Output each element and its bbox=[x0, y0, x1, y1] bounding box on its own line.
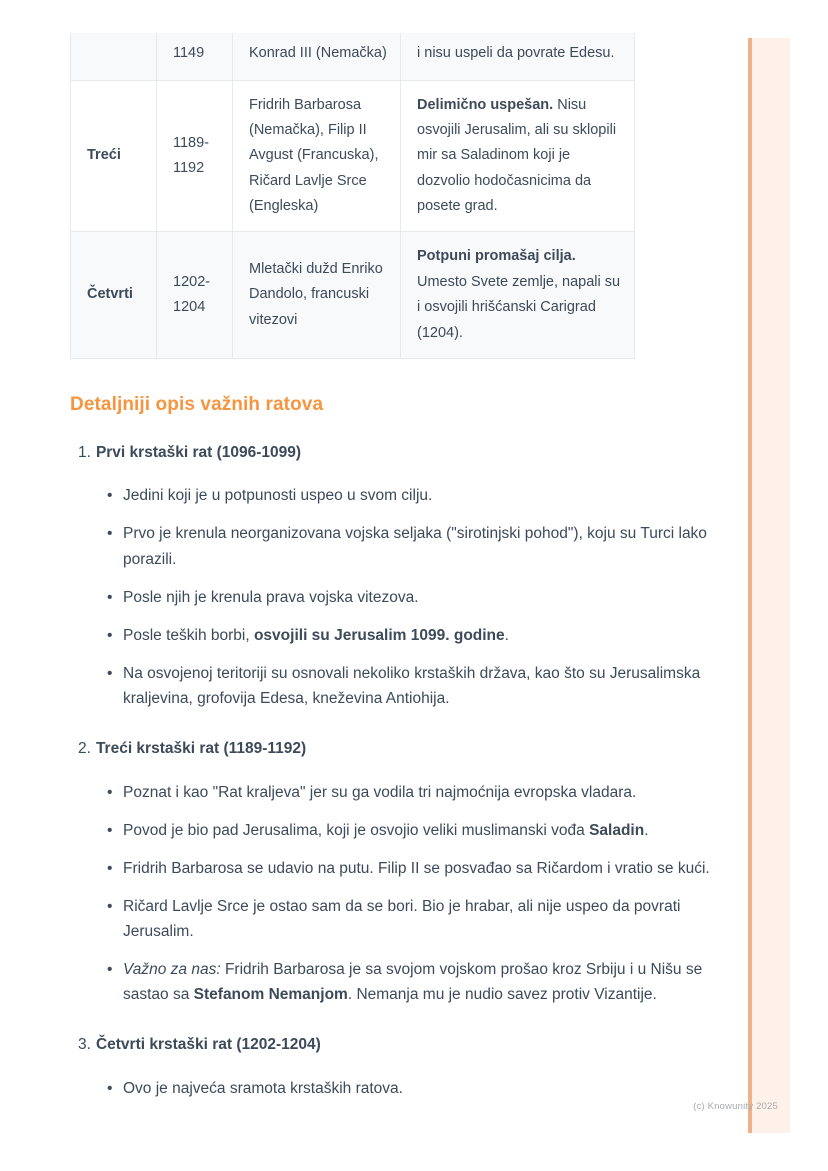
bullet-text-segment: Jedini koji je u potpunosti uspeo u svom cilju. bbox=[123, 487, 433, 505]
cell-crusade-name: Četvrti bbox=[71, 232, 157, 359]
war-bullet-list bbox=[106, 1076, 734, 1101]
bullet-text-segment: osvojili su Jerusalim 1099. godine bbox=[253, 626, 505, 644]
section-heading: Detaljniji opis važnih ratova bbox=[70, 393, 324, 415]
bullet-text-segment: Povod je bio pad Jerusalima, koji je osvojio veliki muslimanski vođa bbox=[123, 821, 590, 839]
cell-crusade-name: Treći bbox=[71, 80, 157, 232]
bullet-text-segment: Posle teških borbi, bbox=[123, 626, 254, 644]
war-bullet bbox=[106, 818, 734, 843]
war-bullet bbox=[106, 1076, 734, 1101]
bullet-text-segment: Prvo je krenula neorganizovana vojska seljaka ("sirotinjski pohod"), koju su Turci lako porazili. bbox=[123, 525, 707, 568]
cell-leaders: Fridrih Barbarosa (Nemačka), Filip II Avgust (Francuska), Ričard Lavlje Srce (Engleska) bbox=[233, 80, 401, 232]
war-item-number: 1. bbox=[78, 443, 91, 461]
war-bullet bbox=[106, 521, 734, 571]
bullet-text-segment: Važno za nas: bbox=[123, 961, 221, 979]
war-bullet bbox=[106, 623, 734, 648]
cell-leaders: Mletački dužd Enriko Dandolo, francuski vitezovi bbox=[233, 232, 401, 359]
war-item-title bbox=[78, 1034, 746, 1056]
war-bullet-list bbox=[106, 780, 734, 1008]
bullet-text-segment: Saladin bbox=[589, 821, 645, 839]
bullet-text-segment: Stefanom Nemanjom bbox=[193, 986, 348, 1004]
bullet-text-segment: . bbox=[644, 821, 649, 839]
table-row bbox=[71, 232, 635, 359]
war-bullet bbox=[106, 894, 734, 944]
war-item bbox=[78, 1034, 746, 1101]
war-bullet bbox=[106, 483, 734, 508]
bullet-text-segment: Na osvojenoj teritoriji su osnovali nekoliko krstaških država, kao što su Jerusalimska kraljevina, grofovija Edesa, kneževina Antiohija. bbox=[123, 664, 701, 707]
war-item-title bbox=[78, 442, 746, 464]
bullet-text-segment: Ričard Lavlje Srce je ostao sam da se bori. Bio je hrabar, ali nije uspeo da povrati Jerusalim. bbox=[123, 897, 681, 941]
watermark: (c) Knowunity 2025 bbox=[693, 1101, 778, 1112]
war-bullet bbox=[106, 585, 734, 610]
war-item-number: 2. bbox=[78, 740, 91, 758]
cell-years: 1202-1204 bbox=[157, 232, 233, 359]
right-accent-stripe bbox=[748, 38, 790, 1133]
bullet-text-segment: Fridrih Barbarosa je sa svojom vojskom prošao kroz Srbiju i u Nišu se sastao sa bbox=[123, 961, 703, 1004]
cell-years: 1189-1192 bbox=[157, 80, 233, 232]
cell-leaders: Konrad III (Nemačka) bbox=[233, 33, 401, 80]
table-row bbox=[71, 80, 635, 232]
bullet-text-segment: . Nemanja mu je nudio savez protiv Vizantije. bbox=[347, 986, 657, 1004]
cell-outcome: Potpuni promašaj cilja. Umesto Svete zemlje, napali su i osvojili hrišćanski Carigrad (1204). bbox=[401, 232, 635, 359]
bullet-text-segment: Ovo je najveća sramota krstaških ratova. bbox=[123, 1079, 403, 1097]
war-bullet bbox=[106, 957, 734, 1007]
wars-list bbox=[70, 442, 746, 1101]
bullet-text-segment: Poznat i kao "Rat kraljeva" jer su ga vodila tri najmoćnija evropska vladara. bbox=[123, 783, 637, 801]
bullet-text-segment: Fridrih Barbarosa se udavio na putu. Filip II se posvađao sa Ričardom i vratio se kući. bbox=[123, 859, 710, 877]
cell-crusade-name bbox=[71, 33, 157, 80]
bullet-text-segment: Posle njih je krenula prava vojska vitezova. bbox=[123, 588, 419, 606]
war-item bbox=[78, 442, 746, 711]
war-item-name: Prvi krstaški rat (1096-1099) bbox=[95, 443, 302, 461]
bullet-text-segment: . bbox=[504, 626, 509, 644]
cell-years: 1149 bbox=[157, 33, 233, 80]
war-item bbox=[78, 738, 746, 1007]
war-bullet bbox=[106, 780, 734, 805]
document-content bbox=[70, 33, 746, 1128]
cell-outcome: Delimično uspešan. Nisu osvojili Jerusalim, ali su sklopili mir sa Saladinom koji je dozvolio hodočasnicima da posete grad. bbox=[401, 80, 635, 232]
crusades-table-body bbox=[71, 33, 635, 358]
war-item-number: 3. bbox=[78, 1036, 91, 1054]
cell-outcome: i nisu uspeli da povrate Edesu. bbox=[401, 33, 635, 80]
crusades-table bbox=[70, 33, 635, 359]
war-item-name: Treći krstaški rat (1189-1192) bbox=[95, 740, 307, 758]
war-bullet bbox=[106, 856, 734, 881]
war-bullet-list bbox=[106, 483, 734, 711]
table-row bbox=[71, 33, 635, 80]
war-item-name: Četvrti krstaški rat (1202-1204) bbox=[95, 1036, 321, 1054]
war-bullet bbox=[106, 661, 734, 711]
war-item-title bbox=[78, 738, 746, 760]
